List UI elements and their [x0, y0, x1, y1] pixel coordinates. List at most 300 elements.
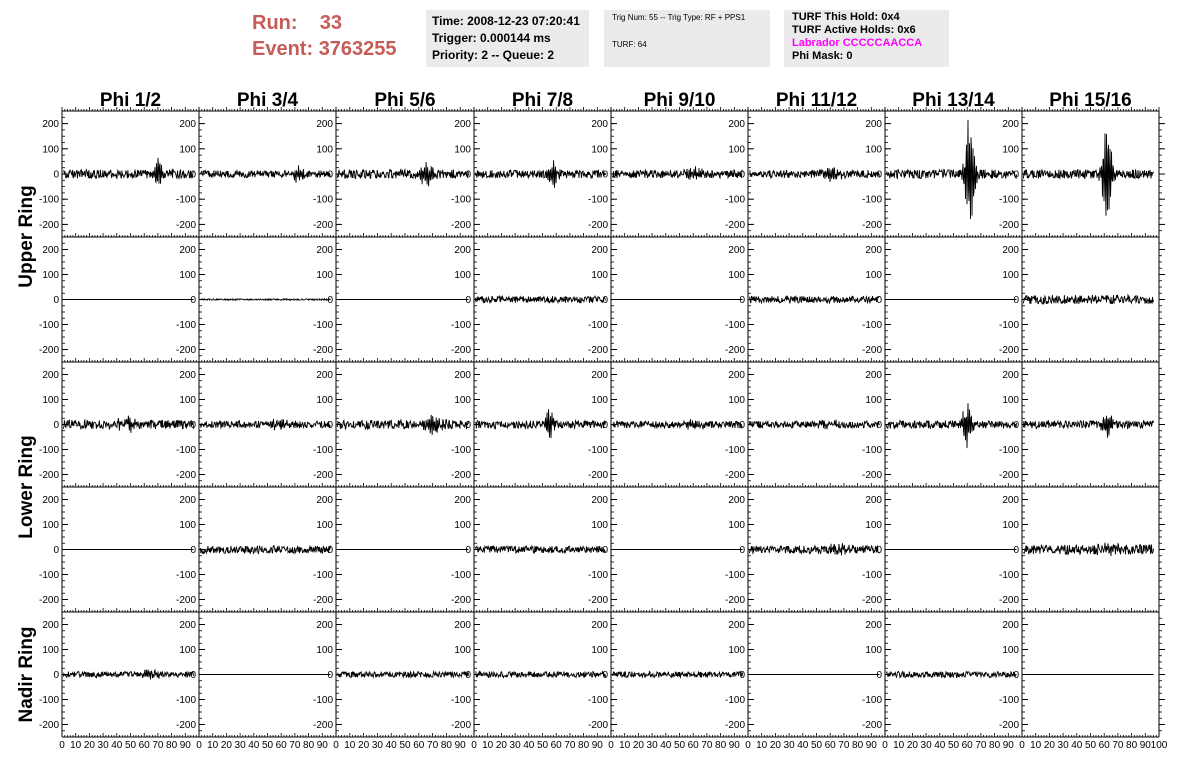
x-tick-label: 80: [578, 740, 590, 751]
waveform-trace-r1-c4: [475, 160, 605, 188]
y-tick-label: 200: [865, 620, 882, 631]
y-tick-label: -100: [861, 445, 882, 456]
y-tick-label: -200: [38, 345, 59, 356]
y-tick-label: 200: [179, 495, 196, 506]
waveform-trace-r3-c5: [612, 419, 742, 430]
y-tick-label: 100: [316, 395, 333, 406]
y-tick-label: 100: [316, 270, 333, 281]
y-tick-label: 0: [53, 420, 59, 431]
y-tick-label: -100: [175, 570, 196, 581]
run-label: Run:: [252, 12, 298, 34]
y-tick-label: -200: [38, 219, 59, 231]
y-tick-label: 0: [190, 420, 196, 431]
x-tick-label: 0: [1019, 740, 1025, 751]
y-tick-label: 100: [454, 270, 471, 281]
y-tick-label: 200: [1002, 370, 1019, 381]
y-tick-label: 0: [876, 420, 882, 431]
y-tick-label: -200: [450, 345, 471, 356]
y-tick-label: -200: [38, 595, 59, 606]
column-header-4: Phi 7/8: [511, 90, 574, 111]
ring-label-0: Upper Ring: [16, 185, 37, 288]
y-tick-label: -100: [450, 695, 471, 706]
y-tick-label: 100: [454, 520, 471, 531]
waveform-trace-r3-c8: [1023, 416, 1153, 438]
y-tick-label: 100: [591, 270, 608, 281]
y-tick-label: -200: [587, 595, 608, 606]
x-tick-label: 0: [608, 740, 614, 751]
x-tick-label: 10: [344, 740, 356, 751]
y-tick-label: 0: [465, 295, 471, 306]
column-header-5: Phi 9/10: [643, 90, 716, 111]
waveform-trace-r1-c6: [749, 168, 879, 182]
waveform-trace-r4-c2: [200, 546, 330, 554]
x-tick-label: 40: [248, 740, 260, 751]
x-tick-label: 70: [564, 740, 576, 751]
x-tick-label: 90: [1002, 740, 1014, 751]
x-tick-label: 70: [427, 740, 439, 751]
x-tick-label: 50: [261, 740, 274, 751]
y-tick-label: -200: [312, 470, 333, 481]
y-tick-label: 200: [591, 620, 608, 631]
waveform-trace-r3-c7: [886, 403, 1016, 448]
y-tick-label: -100: [175, 320, 196, 331]
y-tick-label: -200: [450, 595, 471, 606]
waveform-trace-r2-c8: [1023, 295, 1153, 304]
y-tick-label: 0: [190, 295, 196, 306]
x-tick-label: 30: [234, 740, 246, 751]
x-tick-label: 80: [989, 740, 1001, 751]
waveform-trace-r1-c3: [337, 162, 468, 186]
waveform-trace-r1-c2: [200, 165, 330, 182]
y-tick-label: -100: [587, 194, 608, 206]
waveform-trace-r2-c4: [475, 296, 605, 303]
x-tick-label: 0: [59, 740, 65, 751]
x-tick-label: 60: [961, 740, 973, 751]
y-tick-label: 0: [327, 670, 333, 681]
x-tick-label: 70: [838, 740, 850, 751]
x-tick-label: 70: [1112, 740, 1124, 751]
y-tick-label: 100: [1002, 645, 1019, 656]
y-tick-label: -200: [724, 345, 745, 356]
y-tick-label: -100: [998, 320, 1019, 331]
y-tick-label: 200: [316, 620, 333, 631]
y-tick-label: 200: [179, 245, 196, 256]
y-tick-label: 200: [591, 245, 608, 256]
y-tick-label: -200: [998, 345, 1019, 356]
y-tick-label: 200: [591, 370, 608, 381]
x-tick-label: 30: [920, 740, 932, 751]
x-tick-label: 50: [124, 740, 137, 751]
x-tick-label: 0: [882, 740, 888, 751]
x-tick-label: 60: [138, 740, 150, 751]
y-tick-label: -100: [175, 445, 196, 456]
x-tick-label: 40: [385, 740, 397, 751]
x-tick-label: 50: [673, 740, 686, 751]
x-tick-label: 80: [440, 740, 452, 751]
y-tick-label: 0: [190, 545, 196, 556]
x-tick-label: 60: [824, 740, 836, 751]
y-tick-label: 0: [602, 169, 608, 181]
y-tick-label: -100: [450, 194, 471, 206]
y-tick-label: 100: [591, 520, 608, 531]
y-tick-label: 200: [316, 370, 333, 381]
x-tick-label: 0: [745, 740, 751, 751]
x-tick-label: 50: [536, 740, 549, 751]
priority-text: Priority: 2 -- Queue: 2: [432, 48, 555, 62]
x-tick-label: 80: [166, 740, 178, 751]
y-tick-label: 200: [728, 495, 745, 506]
x-tick-label: 30: [646, 740, 658, 751]
x-tick-label: 40: [797, 740, 809, 751]
y-tick-label: 100: [728, 395, 745, 406]
y-tick-label: 0: [1013, 545, 1019, 556]
x-tick-label: 20: [495, 740, 507, 751]
y-tick-label: 0: [327, 169, 333, 181]
y-tick-label: 100: [454, 645, 471, 656]
y-tick-label: -100: [587, 445, 608, 456]
y-tick-label: 0: [465, 420, 471, 431]
x-tick-label: 90: [591, 740, 603, 751]
y-tick-label: -200: [38, 720, 59, 731]
y-tick-label: 100: [865, 645, 882, 656]
y-tick-label: 0: [602, 295, 608, 306]
y-tick-label: 200: [316, 495, 333, 506]
y-tick-label: -200: [998, 720, 1019, 731]
y-tick-label: -100: [587, 320, 608, 331]
y-tick-label: 100: [179, 520, 196, 531]
y-tick-label: 100: [591, 395, 608, 406]
y-tick-label: 200: [728, 119, 745, 131]
y-tick-label: 200: [865, 119, 882, 131]
x-tick-label: 80: [715, 740, 727, 751]
waveform-trace-r4-c4: [475, 546, 605, 553]
y-tick-label: 0: [53, 295, 59, 306]
x-tick-label: 70: [975, 740, 987, 751]
y-tick-label: 0: [53, 169, 59, 181]
y-tick-label: -200: [724, 720, 745, 731]
y-tick-label: -200: [998, 219, 1019, 231]
y-tick-label: -200: [312, 720, 333, 731]
ring-label-1: Lower Ring: [16, 435, 37, 539]
waveform-trace-r1-c5: [612, 166, 742, 179]
y-tick-label: -100: [450, 445, 471, 456]
y-tick-label: 100: [42, 395, 59, 406]
x-tick-label: 30: [509, 740, 521, 751]
column-header-8: Phi 15/16: [1049, 90, 1132, 111]
column-header-6: Phi 11/12: [775, 90, 858, 111]
y-tick-label: -200: [175, 470, 196, 481]
y-tick-label: 100: [42, 270, 59, 281]
y-tick-label: 100: [1002, 270, 1019, 281]
y-tick-label: -100: [312, 695, 333, 706]
x-tick-label: 60: [413, 740, 425, 751]
y-tick-label: 100: [454, 395, 471, 406]
y-tick-label: 200: [42, 119, 59, 131]
y-tick-label: -200: [175, 219, 196, 231]
y-tick-label: 0: [602, 420, 608, 431]
y-tick-label: -100: [175, 695, 196, 706]
y-tick-label: -100: [861, 695, 882, 706]
y-tick-label: 100: [179, 144, 196, 156]
x-tick-label: 10: [619, 740, 631, 751]
y-tick-label: -200: [312, 595, 333, 606]
y-tick-label: 200: [728, 370, 745, 381]
y-tick-label: 200: [454, 245, 471, 256]
y-tick-label: 200: [728, 245, 745, 256]
y-tick-label: 200: [454, 620, 471, 631]
y-tick-label: -100: [724, 570, 745, 581]
x-tick-label: 20: [220, 740, 232, 751]
y-tick-label: -100: [724, 194, 745, 206]
y-tick-label: -100: [38, 194, 59, 206]
x-tick-label: 40: [523, 740, 535, 751]
y-tick-label: -100: [587, 570, 608, 581]
y-tick-label: -200: [38, 470, 59, 481]
time-text: Time: 2008-12-23 07:20:41: [432, 14, 580, 28]
y-tick-label: 100: [728, 645, 745, 656]
y-tick-label: 200: [1002, 620, 1019, 631]
waveform-trace-r2-c6: [749, 296, 879, 303]
y-tick-label: 0: [602, 670, 608, 681]
y-tick-label: 0: [53, 670, 59, 681]
y-tick-label: 0: [876, 545, 882, 556]
y-tick-label: 100: [454, 144, 471, 156]
waveform-trace-r5-c1: [63, 670, 193, 680]
x-tick-label: 40: [934, 740, 946, 751]
trigger-text: Trigger: 0.000144 ms: [432, 31, 551, 45]
waveform-trace-r3-c4: [475, 409, 605, 438]
y-tick-label: -200: [861, 219, 882, 231]
y-tick-label: -200: [587, 720, 608, 731]
y-tick-label: -100: [450, 320, 471, 331]
y-tick-label: 0: [190, 670, 196, 681]
y-tick-label: 0: [876, 670, 882, 681]
y-tick-label: -200: [861, 595, 882, 606]
x-tick-label: 90: [316, 740, 328, 751]
y-tick-label: 100: [865, 520, 882, 531]
column-header-7: Phi 13/14: [912, 90, 995, 111]
x-tick-label: 0: [333, 740, 339, 751]
x-tick-label: 60: [687, 740, 699, 751]
waveform-trace-r2-c2: [200, 299, 330, 300]
x-tick-label: 30: [1057, 740, 1069, 751]
x-tick-label: 80: [303, 740, 315, 751]
waveform-trace-r5-c3: [337, 672, 468, 678]
y-tick-label: 200: [591, 495, 608, 506]
y-tick-label: -200: [861, 345, 882, 356]
y-tick-label: -200: [587, 470, 608, 481]
x-tick-label: 30: [371, 740, 383, 751]
y-tick-label: 0: [739, 295, 745, 306]
x-tick-label: 60: [1098, 740, 1110, 751]
y-tick-label: 0: [53, 545, 59, 556]
y-tick-label: 100: [728, 270, 745, 281]
x-tick-label: 70: [289, 740, 301, 751]
y-tick-label: 200: [316, 119, 333, 131]
turf-text: TURF: 64: [612, 40, 647, 49]
y-tick-label: -200: [312, 219, 333, 231]
waveform-trace-r1-c1: [63, 158, 193, 184]
x-tick-label: 0: [471, 740, 477, 751]
y-tick-label: 200: [865, 495, 882, 506]
x-tick-label: 10: [756, 740, 768, 751]
trig-num-text: Trig Num: 55 -- Trig Type: RF + PPS1: [612, 13, 746, 22]
y-tick-label: 200: [1002, 495, 1019, 506]
y-tick-label: 0: [739, 420, 745, 431]
y-tick-label: 200: [179, 620, 196, 631]
y-tick-label: 100: [1002, 395, 1019, 406]
y-tick-label: 0: [1013, 420, 1019, 431]
y-tick-label: -200: [312, 345, 333, 356]
x-tick-label: 40: [1071, 740, 1083, 751]
y-tick-label: 100: [865, 270, 882, 281]
y-tick-label: -200: [175, 720, 196, 731]
y-tick-label: -200: [450, 720, 471, 731]
y-tick-label: 100: [179, 645, 196, 656]
y-tick-label: 0: [876, 295, 882, 306]
y-tick-label: 0: [465, 670, 471, 681]
x-tick-label: 50: [1084, 740, 1097, 751]
y-tick-label: 0: [465, 169, 471, 181]
y-tick-label: 200: [42, 370, 59, 381]
y-tick-label: 200: [316, 245, 333, 256]
x-tick-label: 70: [701, 740, 713, 751]
y-tick-label: -100: [998, 445, 1019, 456]
y-tick-label: -100: [312, 194, 333, 206]
y-tick-label: -100: [724, 320, 745, 331]
y-tick-label: 0: [1013, 295, 1019, 306]
y-tick-label: 0: [739, 545, 745, 556]
y-tick-label: -200: [724, 219, 745, 231]
x-tick-label: 20: [769, 740, 781, 751]
x-tick-label: 20: [632, 740, 644, 751]
x-tick-label: 90: [865, 740, 877, 751]
y-tick-label: -100: [38, 695, 59, 706]
y-tick-label: -100: [724, 445, 745, 456]
x-tick-label: 10: [1030, 740, 1042, 751]
y-tick-label: -100: [998, 194, 1019, 206]
y-tick-label: 0: [327, 420, 333, 431]
x-tick-label: 0: [196, 740, 202, 751]
y-tick-label: -200: [998, 595, 1019, 606]
x-tick-label: 80: [1126, 740, 1138, 751]
phi-mask-text: Phi Mask: 0: [792, 50, 853, 62]
y-tick-label: 200: [42, 620, 59, 631]
y-tick-label: 200: [179, 370, 196, 381]
y-tick-label: 0: [1013, 169, 1019, 181]
waveform-trace-r4-c6: [749, 543, 879, 555]
y-tick-label: 0: [327, 545, 333, 556]
y-tick-label: -200: [450, 470, 471, 481]
y-tick-label: -100: [724, 695, 745, 706]
x-tick-label: 10: [893, 740, 905, 751]
y-tick-label: -100: [861, 320, 882, 331]
y-tick-label: -100: [312, 320, 333, 331]
turf-active-holds-text: TURF Active Holds: 0x6: [792, 24, 916, 36]
run-value: 33: [319, 12, 343, 34]
y-tick-label: 100: [865, 144, 882, 156]
y-tick-label: -100: [998, 695, 1019, 706]
x-tick-label: 70: [152, 740, 164, 751]
x-tick-label: 40: [660, 740, 672, 751]
x-tick-label: 60: [275, 740, 287, 751]
y-tick-label: 200: [42, 495, 59, 506]
y-tick-label: -100: [38, 570, 59, 581]
column-header-3: Phi 5/6: [374, 90, 436, 111]
y-tick-label: 100: [865, 395, 882, 406]
x-tick-label: 10: [70, 740, 82, 751]
event-label: Event:: [252, 38, 314, 60]
y-tick-label: 100: [42, 520, 59, 531]
y-tick-label: 200: [454, 370, 471, 381]
y-tick-label: 100: [179, 395, 196, 406]
y-tick-label: 100: [728, 144, 745, 156]
y-tick-label: 200: [454, 119, 471, 131]
y-tick-label: 100: [42, 645, 59, 656]
y-tick-label: 100: [591, 645, 608, 656]
labrador-text: Labrador CCCCCAACCA: [792, 37, 923, 49]
y-tick-label: -100: [38, 445, 59, 456]
turf-this-hold-text: TURF This Hold: 0x4: [792, 11, 900, 23]
y-tick-label: -200: [175, 595, 196, 606]
y-tick-label: -100: [861, 570, 882, 581]
y-tick-label: 200: [865, 245, 882, 256]
y-tick-label: 100: [1002, 520, 1019, 531]
y-tick-label: 100: [316, 645, 333, 656]
x-tick-label: 90: [454, 740, 466, 751]
x-tick-label: 100: [1150, 740, 1168, 751]
y-tick-label: 200: [728, 620, 745, 631]
y-tick-label: -100: [312, 570, 333, 581]
waveform-trace-r5-c4: [475, 672, 605, 678]
y-tick-label: -100: [998, 570, 1019, 581]
y-tick-label: -200: [450, 219, 471, 231]
x-tick-label: 20: [83, 740, 95, 751]
waveform-trace-r4-c8: [1023, 543, 1153, 556]
x-tick-label: 20: [358, 740, 370, 751]
waveform-trace-r3-c6: [749, 420, 879, 430]
x-tick-label: 10: [207, 740, 219, 751]
x-tick-label: 80: [852, 740, 864, 751]
x-tick-label: 30: [97, 740, 109, 751]
waveform-trace-r5-c5: [612, 672, 742, 678]
x-tick-label: 50: [947, 740, 960, 751]
x-tick-label: 50: [810, 740, 823, 751]
y-tick-label: 0: [465, 545, 471, 556]
y-tick-label: -200: [587, 219, 608, 231]
y-tick-label: 0: [739, 670, 745, 681]
y-tick-label: 100: [1002, 144, 1019, 156]
y-tick-label: -200: [998, 470, 1019, 481]
waveform-trace-r3-c3: [337, 415, 468, 435]
x-tick-label: 90: [1139, 740, 1151, 751]
y-tick-label: -100: [38, 320, 59, 331]
waveform-trace-r3-c2: [200, 419, 330, 430]
y-tick-label: 0: [876, 169, 882, 181]
y-tick-label: -200: [175, 345, 196, 356]
y-tick-label: -200: [861, 720, 882, 731]
y-tick-label: 100: [591, 144, 608, 156]
x-tick-label: 90: [728, 740, 740, 751]
y-tick-label: 200: [591, 119, 608, 131]
x-tick-label: 10: [482, 740, 494, 751]
y-tick-label: -100: [450, 570, 471, 581]
x-tick-label: 30: [783, 740, 795, 751]
y-tick-label: 0: [1013, 670, 1019, 681]
waveform-trace-r1-c7: [886, 120, 1016, 219]
y-tick-label: -100: [175, 194, 196, 206]
y-tick-label: -100: [312, 445, 333, 456]
